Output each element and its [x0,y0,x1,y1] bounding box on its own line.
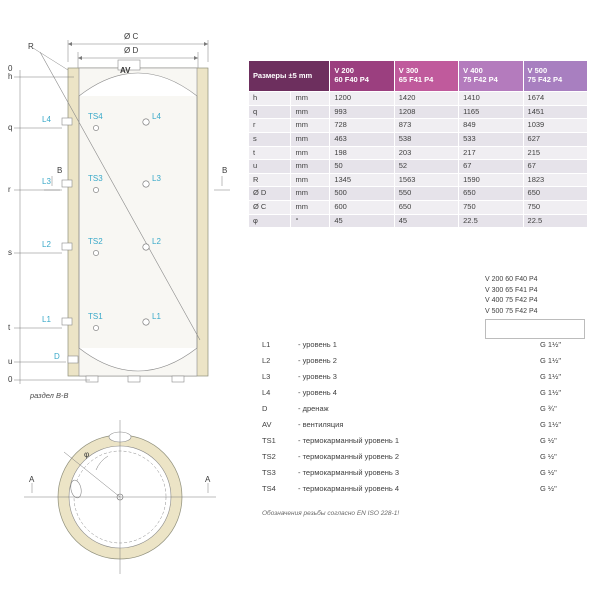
legend-row [262,484,592,500]
cell-v500: 650 [523,187,587,201]
variant-item: V 300 65 F41 P4 [485,286,538,294]
row-symbol: u [249,160,291,174]
legend-desc-ts4: - термокарманный уровень 4 [298,484,400,493]
table-row [249,119,588,133]
row-symbol: φ [249,214,291,228]
port-label-d: D [54,352,60,361]
legend-row [262,388,592,404]
table-row [249,132,588,146]
cell-v500: 750 [523,201,587,215]
legend-code-d: D [262,404,268,413]
sensor-label-ts4: TS4 [88,112,103,121]
row-unit: mm [291,201,330,215]
cell-v200: 600 [330,201,394,215]
port-label-av: AV [120,66,131,75]
cell-v200: 1345 [330,173,394,187]
legend-row [262,468,592,484]
legend-thread-ts3: G ½" [540,468,557,477]
dim-label-r: r [8,185,11,194]
port-label-l2: L2 [42,240,51,249]
cell-v200: 728 [330,119,394,133]
cell-v300: 1563 [394,173,458,187]
cell-v300: 203 [394,146,458,160]
sensor-label-ts3: TS3 [88,174,103,183]
row-unit: mm [291,92,330,106]
section-marker-a-left: A [29,475,35,484]
cell-v300: 650 [394,201,458,215]
legend-thread-l3: G 1½" [540,372,562,381]
variant-list [485,275,585,339]
column-header-v400-name: V 400 [463,66,483,76]
cell-v200: 50 [330,160,394,174]
cell-v500: 67 [523,160,587,174]
row-unit: mm [291,146,330,160]
legend-desc-l2: - уровень 2 [298,356,337,365]
dim-label-zero-top: 0 [8,64,13,73]
column-header-v200-name: V 200 [334,66,354,76]
legend-code-l4: L4 [262,388,271,397]
cell-v500: 22.5 [523,214,587,228]
legend-code-ts1: TS1 [262,436,276,445]
angle-label-phi: φ [84,450,90,459]
cell-v300: 45 [394,214,458,228]
column-header-v400-sub: 75 F42 P4 [463,75,498,84]
dim-label-diameter-c: Ø C [124,32,139,41]
cell-v300: 52 [394,160,458,174]
legend-code-ts2: TS2 [262,452,276,461]
cell-v500: 1039 [523,119,587,133]
legend-thread-l2: G 1½" [540,356,562,365]
cell-v400: 22.5 [459,214,523,228]
legend-code-l3: L3 [262,372,271,381]
inner-label-l1: L1 [152,312,161,321]
cell-v300: 550 [394,187,458,201]
dim-label-t: t [8,323,11,332]
row-symbol: q [249,105,291,119]
row-unit: mm [291,119,330,133]
cell-v200: 198 [330,146,394,160]
dim-label-h: h [8,72,13,81]
legend-row [262,420,592,436]
cell-v500: 215 [523,146,587,160]
cell-v400: 533 [459,132,523,146]
table-row [249,173,588,187]
legend-thread-l4: G 1½" [540,388,562,397]
sensor-label-ts2: TS2 [88,237,103,246]
dim-label-s: s [8,248,12,257]
legend-row [262,404,592,420]
table-row [249,146,588,160]
column-header-v200-sub: 60 F40 P4 [334,75,369,84]
row-symbol: h [249,92,291,106]
sensor-label-ts1: TS1 [88,312,103,321]
legend-code-ts4: TS4 [262,484,276,493]
dimensions-table [248,60,588,228]
cell-v200: 500 [330,187,394,201]
legend-row [262,340,592,356]
dim-label-R: R [28,42,34,51]
port-label-l4: L4 [42,115,51,124]
row-unit: mm [291,173,330,187]
column-header-v300-name: V 300 [398,66,419,76]
legend-desc-l1: - уровень 1 [298,340,337,349]
row-symbol: s [249,132,291,146]
variant-selection-box [485,319,585,339]
cell-v500: 627 [523,132,587,146]
cell-v300: 1208 [394,105,458,119]
cell-v500: 1451 [523,105,587,119]
column-header-v500 [523,61,587,92]
inner-label-l3: L3 [152,174,161,183]
cell-v400: 650 [459,187,523,201]
legend-desc-av: - вентиляция [298,420,344,429]
legend-code-l1: L1 [262,340,271,349]
cell-v400: 849 [459,119,523,133]
cell-v400: 1410 [459,92,523,106]
dim-label-zero-bottom: 0 [8,375,13,384]
column-header-v200 [330,61,394,92]
legend-row [262,452,592,468]
section-marker-b-top: B [57,166,63,175]
dim-label-diameter-d: Ø D [124,46,139,55]
cell-v400: 1165 [459,105,523,119]
table-row [249,160,588,174]
variant-item: V 400 75 F42 P4 [485,297,538,304]
legend-thread-av: G 1½" [540,420,562,429]
inner-label-l2: L2 [152,237,161,246]
inner-label-l4: L4 [152,112,161,121]
cell-v300: 873 [394,119,458,133]
variant-item: V 200 60 F40 P4 [485,276,538,283]
table-header-row [249,61,588,92]
legend-row [262,372,592,388]
legend-desc-ts2: - термокарманный уровень 2 [298,452,400,461]
section-view [24,420,216,574]
cell-v400: 217 [459,146,523,160]
legend-desc-ts3: - термокарманный уровень 3 [298,468,400,477]
table-row [249,214,588,228]
row-unit: mm [291,160,330,174]
cell-v500: 1674 [523,92,587,106]
legend-code-ts3: TS3 [262,468,276,477]
legend-desc-d: - дренаж [298,404,329,413]
legend-thread-ts2: G ½" [540,452,557,461]
row-symbol: Ø D [249,187,291,201]
column-header-v400 [459,61,523,92]
variant-item: V 500 75 F42 P4 [485,307,538,315]
legend-desc-l3: - уровень 3 [298,372,337,381]
column-header-v500-name: V 500 [527,66,548,76]
table-title: Размеры ±5 mm [249,61,330,92]
dim-label-u: u [8,357,13,366]
cell-v200: 1200 [330,92,394,106]
row-unit: mm [291,187,330,201]
section-caption: раздел В-В [30,391,69,400]
cell-v200: 993 [330,105,394,119]
row-symbol: Ø C [249,201,291,215]
row-symbol: R [249,173,291,187]
connection-legend [262,340,592,517]
row-unit: ° [291,214,330,228]
legend-thread-ts4: G ½" [540,484,557,493]
row-unit: mm [291,105,330,119]
legend-desc-ts1: - термокарманный уровень 1 [298,436,400,445]
legend-desc-l4: - уровень 4 [298,388,337,397]
column-header-v500-sub: 75 F42 P4 [527,75,563,84]
table-row [249,187,588,201]
legend-row [262,436,592,452]
row-unit: mm [291,132,330,146]
column-header-v300 [394,61,458,92]
legend-code-av: AV [262,420,272,429]
row-symbol: r [249,119,291,133]
table-row [249,105,588,119]
technical-drawing [0,0,250,600]
legend-note: Обозначения резьбы согласно EN ISO 228-1! [262,510,400,517]
dim-label-q: q [8,123,13,132]
cell-v200: 463 [330,132,394,146]
port-label-l3: L3 [42,177,51,186]
section-marker-b-bottom: B [222,166,228,175]
column-header-v300-sub: 65 F41 P4 [398,75,434,84]
section-marker-a-right: A [205,475,211,484]
row-symbol: t [249,146,291,160]
cell-v400: 67 [459,160,523,174]
legend-thread-l1: G 1½" [540,340,562,349]
cell-v400: 750 [459,201,523,215]
cell-v300: 538 [394,132,458,146]
table-row [249,92,588,106]
legend-thread-ts1: G ½" [540,436,557,445]
cell-v400: 1590 [459,173,523,187]
legend-code-l2: L2 [262,356,271,365]
legend-row [262,356,592,372]
cell-v300: 1420 [394,92,458,106]
legend-thread-d: G ¾" [540,404,557,413]
table-row [249,201,588,215]
port-label-l1: L1 [42,315,51,324]
cell-v500: 1823 [523,173,587,187]
cell-v200: 45 [330,214,394,228]
